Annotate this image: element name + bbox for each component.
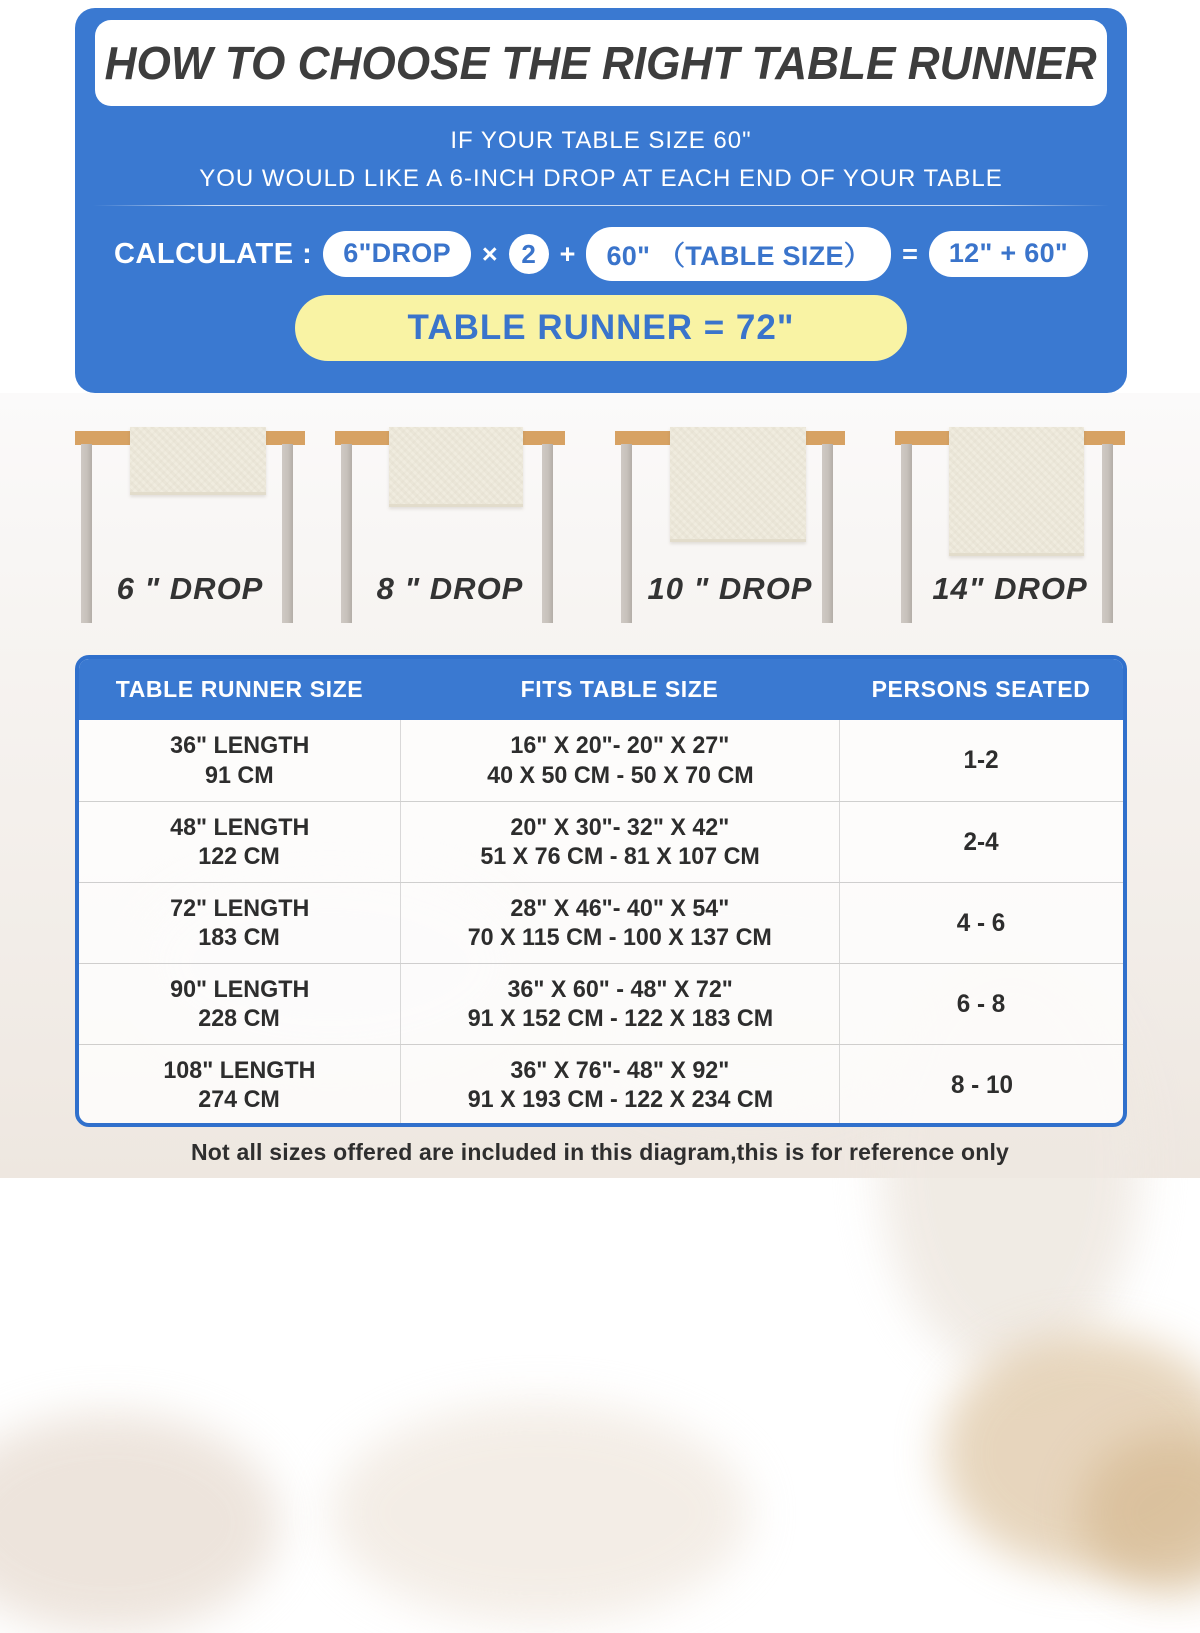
times-operator: × <box>481 238 498 269</box>
table-figure-10in <box>615 425 845 640</box>
fits-inches: 20" X 30"- 32" X 42" <box>510 813 730 841</box>
fits-size-cell <box>400 964 839 1044</box>
runner-size-cell <box>79 1045 400 1125</box>
runner-size-cell <box>79 964 400 1044</box>
equals-operator: = <box>902 238 918 269</box>
result-pill: TABLE RUNNER = 72" <box>295 295 907 361</box>
intro-line-2: YOU WOULD LIKE A 6-INCH DROP AT EACH END OF YOUR TABLE <box>199 165 1003 192</box>
drop-label: 10 " DROP <box>647 571 813 606</box>
persons-count: 4 - 6 <box>957 908 1006 937</box>
fits-size-cell <box>400 720 839 801</box>
runner-inches: 72" LENGTH <box>169 894 310 922</box>
table-runner-graphic <box>389 427 523 507</box>
table-runner-graphic <box>130 427 266 495</box>
table-runner-graphic <box>949 427 1084 556</box>
runner-inches: 90" LENGTH <box>169 975 310 1003</box>
footnote: Not all sizes offered are included in this diagram,this is for reference only <box>190 1139 1010 1165</box>
fits-cm: 40 X 50 CM - 50 X 70 CM <box>486 761 754 789</box>
persons-count: 6 - 8 <box>957 989 1006 1018</box>
runner-cm: 183 CM <box>198 924 281 951</box>
table-figure-6in <box>75 425 305 640</box>
plus-operator: + <box>559 238 576 269</box>
persons-count: 2-4 <box>963 827 1000 856</box>
persons-count: 8 - 10 <box>950 1070 1013 1099</box>
table-row <box>79 882 1123 963</box>
runner-inches: 108" LENGTH <box>163 1056 316 1084</box>
fits-cm: 91 X 152 CM - 122 X 183 CM <box>467 1005 773 1032</box>
instruction-panel <box>75 8 1127 393</box>
persons-cell <box>839 1045 1123 1125</box>
runner-inches: 36" LENGTH <box>169 732 310 760</box>
persons-count: 1-2 <box>963 746 1000 775</box>
table-row <box>79 801 1123 882</box>
table-size-pill: 60" （TABLE SIZE） <box>586 227 891 281</box>
runner-cm: 228 CM <box>198 1005 281 1032</box>
drop-label: 14" DROP <box>932 571 1088 606</box>
runner-inches: 48" LENGTH <box>169 813 310 841</box>
intro-line-1: IF YOUR TABLE SIZE 60" <box>450 127 752 154</box>
divider-line <box>93 205 1109 206</box>
column-header-fits-table: FITS TABLE SIZE <box>520 676 719 702</box>
fits-cm: 70 X 115 CM - 100 X 137 CM <box>467 924 773 951</box>
fits-size-cell <box>400 1045 839 1125</box>
drop-label: 8 " DROP <box>376 571 524 606</box>
runner-size-cell <box>79 802 400 882</box>
persons-cell <box>839 720 1123 801</box>
photo-blur-shape <box>0 1413 280 1633</box>
fits-inches: 28" X 46"- 40" X 54" <box>510 894 730 922</box>
fits-inches: 36" X 76"- 48" X 92" <box>510 1056 730 1084</box>
multiplier-circle: 2 <box>509 234 549 274</box>
calculation-row <box>75 229 1127 279</box>
runner-cm: 91 CM <box>205 761 274 789</box>
table-runner-graphic <box>670 427 806 542</box>
runner-cm: 274 CM <box>198 1086 281 1113</box>
table-figure-8in <box>335 425 565 640</box>
runner-size-cell <box>79 720 400 801</box>
column-header-persons: PERSONS SEATED <box>871 676 1091 702</box>
drop-illustrations <box>0 425 1200 640</box>
runner-cm: 122 CM <box>198 843 281 870</box>
persons-cell <box>839 964 1123 1044</box>
table-row <box>79 1044 1123 1125</box>
table-figure-14in <box>895 425 1125 640</box>
page-title: HOW TO CHOOSE THE RIGHT TABLE RUNNER <box>105 37 1097 89</box>
table-row <box>79 963 1123 1044</box>
runner-size-cell <box>79 883 400 963</box>
size-table <box>75 655 1127 1127</box>
sum-pill: 12" + 60" <box>929 231 1088 277</box>
column-header-runner-size: TABLE RUNNER SIZE <box>115 676 364 702</box>
fits-inches: 16" X 20"- 20" X 27" <box>510 732 730 760</box>
size-table-header <box>79 659 1123 720</box>
calculate-label: CALCULATE : <box>113 237 313 270</box>
persons-cell <box>839 802 1123 882</box>
fits-cm: 51 X 76 CM - 81 X 107 CM <box>480 843 760 870</box>
drop-label: 6 " DROP <box>116 571 264 606</box>
fits-size-cell <box>400 883 839 963</box>
table-row <box>79 720 1123 801</box>
fits-inches: 36" X 60" - 48" X 72" <box>507 975 733 1003</box>
persons-cell <box>839 883 1123 963</box>
photo-blur-shape <box>330 1403 750 1623</box>
fits-size-cell <box>400 802 839 882</box>
title-box <box>95 20 1107 106</box>
fits-cm: 91 X 193 CM - 122 X 234 CM <box>467 1086 773 1113</box>
drop-value-pill: 6"DROP <box>323 231 471 277</box>
